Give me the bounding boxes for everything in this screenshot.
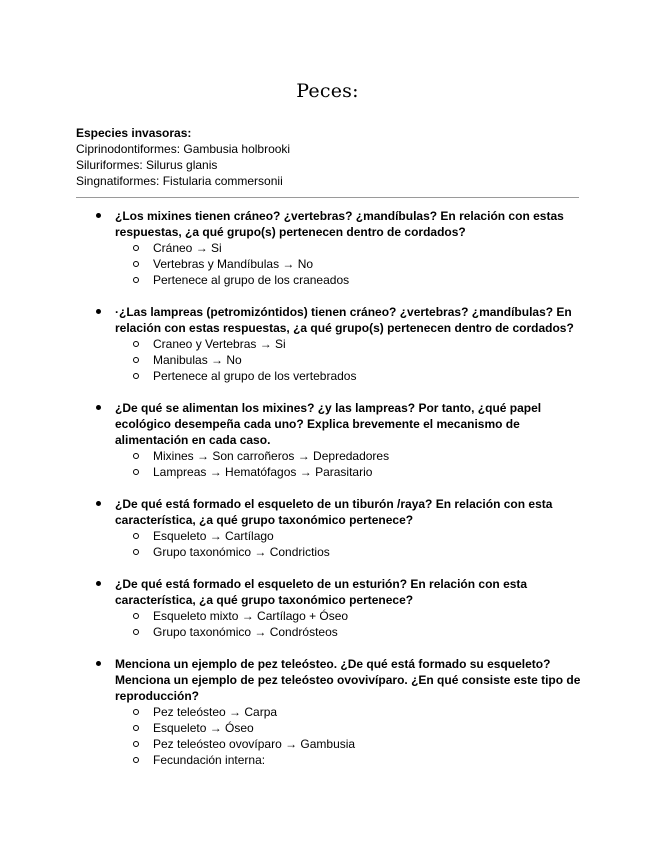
answer-item [115, 528, 586, 544]
invasive-species-line: Ciprinodontiformes: Gambusia holbrooki [76, 142, 291, 156]
answer-list [115, 608, 586, 640]
answer-text: Esqueleto mixto → Cartílago + Óseo [153, 609, 349, 623]
answer-list [115, 336, 586, 384]
answer-item [115, 272, 586, 288]
answer-item [115, 368, 586, 384]
answer-list [115, 448, 586, 480]
answer-item [115, 352, 586, 368]
answer-text: Cráneo → Si [153, 241, 222, 255]
bullet-circle-icon [133, 469, 139, 475]
bullet-circle-icon [133, 533, 139, 539]
question-item [96, 656, 586, 768]
question-text: ¿De qué está formado el esqueleto de un tiburón /raya? En relación con esta característica, ¿a qué grupo taxonómico pertenece? [115, 497, 553, 527]
question-text: ¿Los mixines tienen cráneo? ¿vertebras? ¿mandíbulas? En relación con estas respuestas, ¿a qué grupo(s) pertenecen dentro de cordados? [115, 209, 564, 239]
answer-text: Mixines → Son carroñeros → Depredadores [153, 449, 390, 463]
invasive-species-block [76, 125, 290, 189]
question-item [96, 304, 586, 384]
answer-text: Fecundación interna: [153, 753, 266, 767]
question-list [96, 208, 586, 784]
bullet-circle-icon [133, 613, 139, 619]
invasive-species-line: Singnatiformes: Fistularia commersonii [76, 174, 283, 188]
bullet-circle-icon [133, 245, 139, 251]
question-text: ¿De qué está formado el esqueleto de un esturión? En relación con esta característica, ¿a qué grupo taxonómico pertenece? [115, 577, 528, 607]
bullet-circle-icon [133, 373, 139, 379]
bullet-circle-icon [133, 357, 139, 363]
invasive-species-heading: Especies invasoras: [76, 126, 192, 140]
answer-item [115, 720, 586, 736]
page-title: Peces: [296, 80, 359, 102]
answer-item [115, 448, 586, 464]
answer-item [115, 544, 586, 560]
answer-list [115, 528, 586, 560]
bullet-disc-icon [96, 581, 101, 586]
answer-text: Grupo taxonómico → Condrósteos [153, 625, 338, 639]
horizontal-divider [76, 197, 579, 198]
bullet-disc-icon [96, 405, 101, 410]
bullet-disc-icon [96, 213, 101, 218]
answer-item [115, 752, 586, 768]
bullet-circle-icon [133, 757, 139, 763]
answer-list [115, 704, 586, 768]
question-item [96, 400, 586, 480]
bullet-circle-icon [133, 341, 139, 347]
answer-item [115, 624, 586, 640]
bullet-circle-icon [133, 629, 139, 635]
bullet-circle-icon [133, 549, 139, 555]
answer-item [115, 240, 586, 256]
question-text: ¿De qué se alimentan los mixines? ¿y las lampreas? Por tanto, ¿qué papel ecológico desempeña cada uno? Explica brevemente el mecanismo de alimentación en cada caso. [115, 401, 542, 447]
answer-list [115, 240, 586, 288]
bullet-circle-icon [133, 453, 139, 459]
answer-item [115, 464, 586, 480]
answer-text: Esqueleto → Cartílago [153, 529, 274, 543]
question-text: Menciona un ejemplo de pez teleósteo. ¿De qué está formado su esqueleto? Menciona un ejemplo de pez teleósteo ovovivíparo. ¿En qué consiste este tipo de reproducción? [115, 657, 581, 703]
answer-text: Grupo taxonómico → Condrictios [153, 545, 330, 559]
question-text: ·¿Las lampreas (petromizóntidos) tienen cráneo? ¿vertebras? ¿mandíbulas? En relación con estas respuestas, ¿a qué grupo(s) pertenecen dentro de cordados? [115, 305, 574, 335]
answer-item [115, 608, 586, 624]
answer-text: Pez teleósteo → Carpa [153, 705, 278, 719]
answer-text: Lampreas → Hematófagos → Parasitario [153, 465, 373, 479]
bullet-disc-icon [96, 501, 101, 506]
answer-text: Craneo y Vertebras → Si [153, 337, 286, 351]
invasive-species-line: Siluriformes: Silurus glanis [76, 158, 218, 172]
bullet-circle-icon [133, 725, 139, 731]
question-item [96, 208, 586, 288]
bullet-circle-icon [133, 741, 139, 747]
bullet-circle-icon [133, 261, 139, 267]
question-item [96, 496, 586, 560]
answer-item [115, 704, 586, 720]
answer-item [115, 736, 586, 752]
answer-text: Pez teleósteo ovovíparo → Gambusia [153, 737, 356, 751]
answer-text: Manibulas → No [153, 353, 242, 367]
question-item [96, 576, 586, 640]
bullet-disc-icon [96, 661, 101, 666]
answer-text: Esqueleto → Óseo [153, 721, 254, 735]
answer-item [115, 336, 586, 352]
bullet-circle-icon [133, 277, 139, 283]
answer-item [115, 256, 586, 272]
answer-text: Pertenece al grupo de los craneados [153, 273, 350, 287]
answer-text: Pertenece al grupo de los vertebrados [153, 369, 357, 383]
bullet-circle-icon [133, 709, 139, 715]
answer-text: Vertebras y Mandíbulas → No [153, 257, 314, 271]
bullet-disc-icon [96, 309, 101, 314]
